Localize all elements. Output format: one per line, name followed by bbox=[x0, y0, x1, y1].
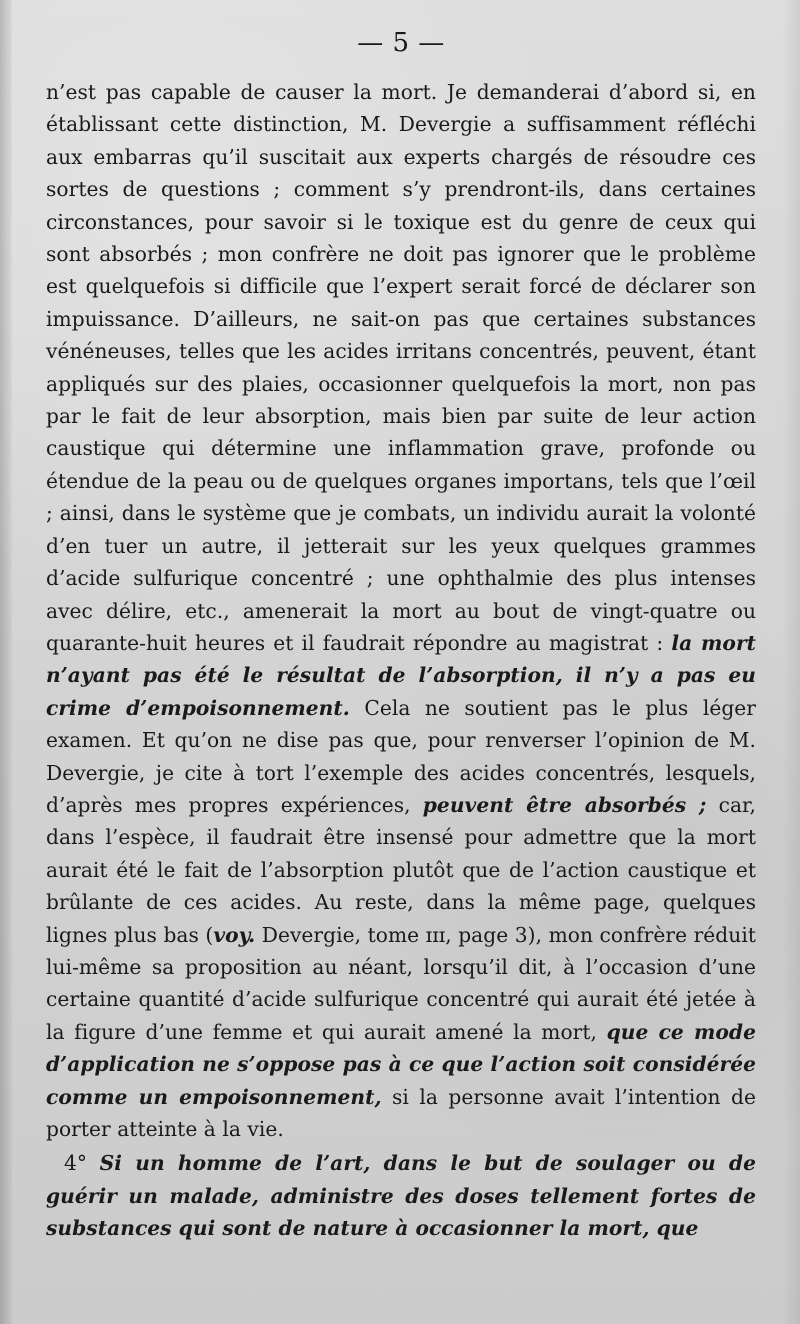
paragraph-main-emphasis-4: que ce mode d’application ne s’oppose pas à ce que l’action soit considérée comme un empoisonnement, bbox=[46, 1019, 756, 1109]
paragraph-main bbox=[46, 76, 756, 1145]
paragraph-numbered-label: 4° bbox=[64, 1151, 100, 1176]
paragraph-main-text-5: si la personne avait l’intention de porter atteinte à la vie. bbox=[46, 1084, 756, 1141]
page-content bbox=[46, 76, 756, 1245]
page-number: — 5 — bbox=[357, 28, 445, 58]
paragraph-main-text-3: car, dans l’espèce, il faudrait être insensé pour admettre que la mort aurait été le fait de l’absorption plutôt que de l’action caustique et brûlante de ces acides. Au reste, dans la même page, quelques lignes plus bas ( bbox=[46, 792, 757, 947]
paragraph-numbered-emphasis: Si un homme de l’art, dans le but de soulager ou de guérir un malade, administre des doses tellement fortes de substances qui sont de nature à occasionner la mort, que bbox=[46, 1151, 756, 1241]
paragraph-main-text-4: Devergie, tome ɪɪɪ, page 3), mon confrère réduit lui-même sa proposition au néant, lorsqu’il dit, à l’occasion d’une certaine quantité d’acide sulfurique concentré qui aurait été jetée à la figure d’une femme et qui aurait amené la mort, bbox=[46, 922, 756, 1044]
paragraph-main-text-2: Cela ne soutient pas le plus léger examen. Et qu’on ne dise pas que, pour renverser l’opinion de M. Devergie, je cite à tort l’exemple des acides concentrés, lesquels, d’après mes propres expériences, bbox=[46, 695, 756, 817]
paragraph-numbered-4 bbox=[46, 1147, 756, 1244]
paragraph-main-emphasis-2: peuvent être absorbés ; bbox=[422, 792, 707, 817]
paragraph-main-emphasis-1: la mort n’ayant pas été le résultat de l’absorption, il n’y a pas eu crime d’empoisonnement. bbox=[46, 630, 756, 720]
paragraph-main-emphasis-3: voy. bbox=[213, 922, 256, 947]
paragraph-main-text-1: n’est pas capable de causer la mort. Je demanderai d’abord si, en établissant cette distinction, M. Devergie a suffisamment réfléchi aux embarras qu’il suscitait aux experts chargés de résoudre ces sortes de questions ; comment s’y prendront-ils, dans certaines circonstances, pour savoir si le toxique est du genre de ceux qui sont absorbés ; mon confrère ne doit pas ignorer que le problème est quelquefois si difficile que l’expert serait forcé de déclarer son impuissance. D’ailleurs, ne sait-on pas que certaines substances vénéneuses, telles que les acides irritans concentrés, peuvent, étant appliqués sur des plaies, occasionner quelquefois la mort, non pas par le fait de leur absorption, mais bien par suite de leur action caustique qui détermine une inflammation grave, profonde ou étendue de la peau ou de quelques organes importans, tels que l’œil ; ainsi, dans le système que je combats, un individu aurait la volonté d’en tuer un autre, il jetterait sur les yeux quelques grammes d’acide sulfurique concentré ; une ophthalmie des plus intenses avec délire, etc., amenerait la mort au bout de vingt-quatre ou quarante-huit heures et il faudrait répondre au magistrat : bbox=[46, 80, 756, 655]
